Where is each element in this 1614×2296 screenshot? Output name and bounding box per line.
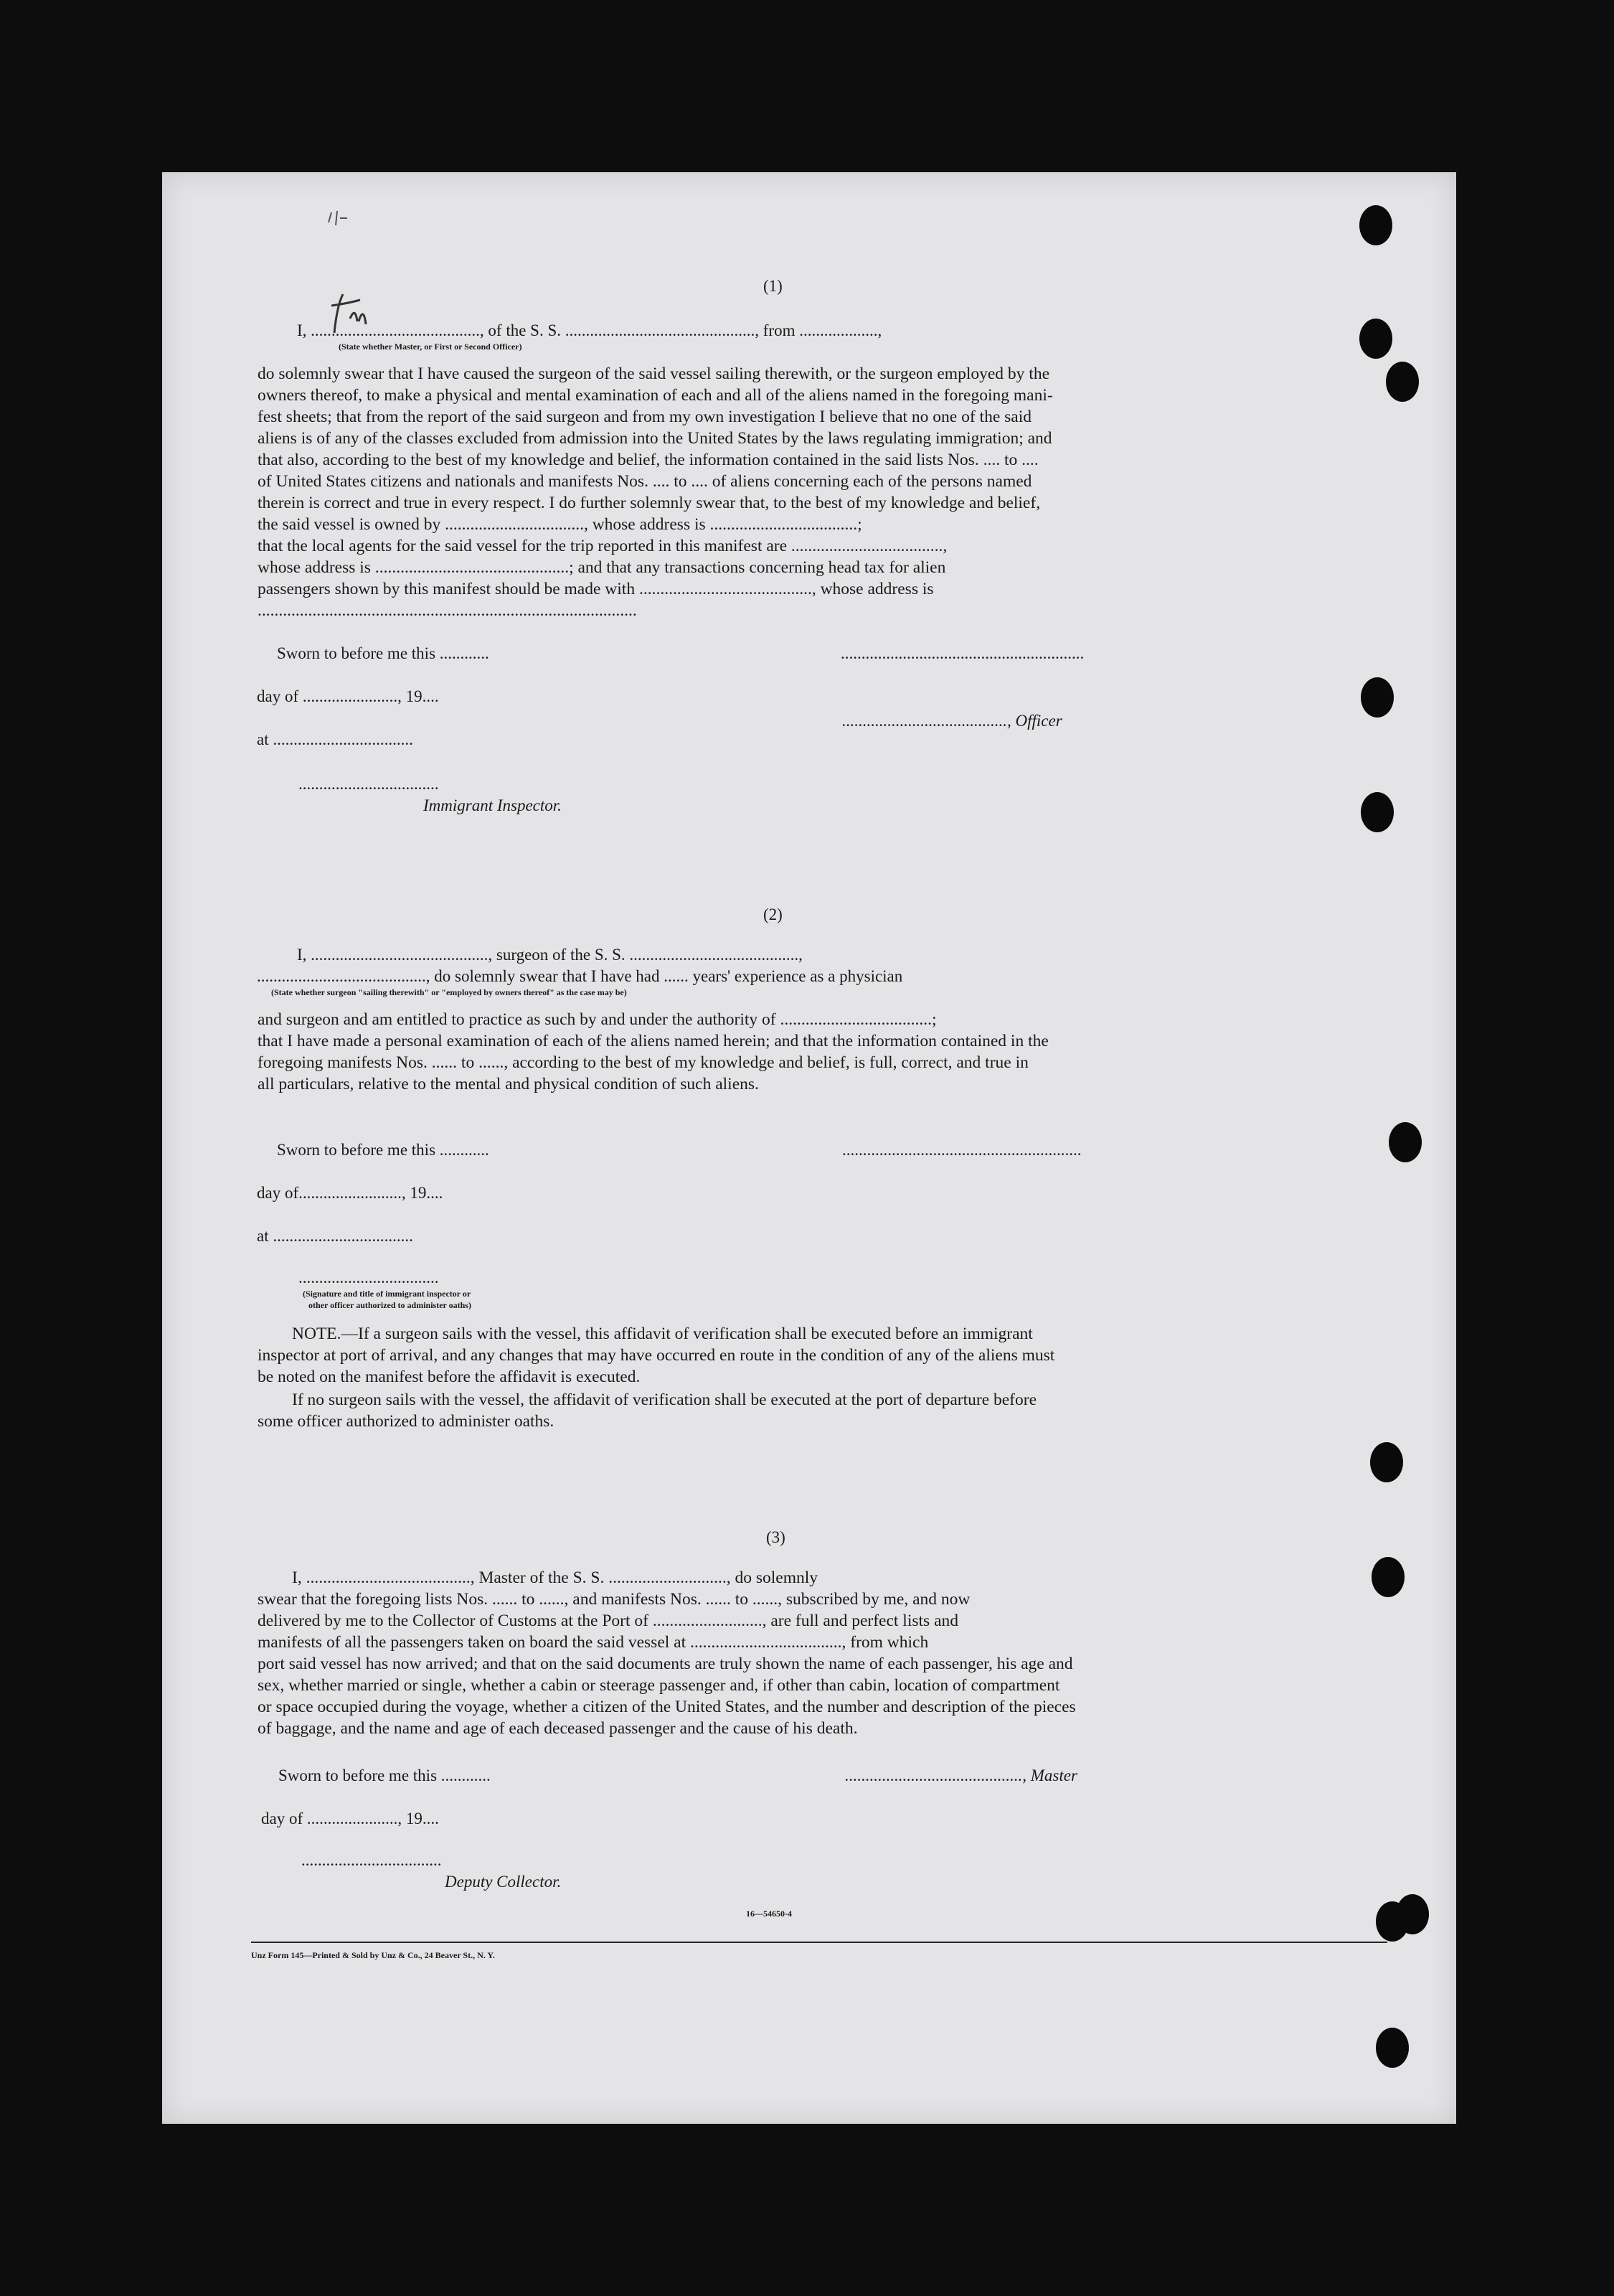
s1-officer: ........................................, Officer [842,712,1062,730]
para3-line: manifests of all the passengers taken on board the said vessel at ...................................., from which [258,1633,929,1652]
s3-day: day of ......................, 19.... [261,1810,439,1827]
punch-hole [1361,792,1394,832]
s3-master: ..........................................., Master [845,1766,1077,1784]
punch-hole [1386,362,1419,402]
imprint: Unz Form 145—Printed & Sold by Unz & Co., 24 Beaver St., N. Y. [251,1950,495,1960]
punch-hole [1370,1442,1403,1482]
corner-mark-icon [326,208,351,230]
section-2-number: (2) [763,905,783,923]
section-1-number: (1) [763,277,783,295]
note2-line: If no surgeon sails with the vessel, the affidavit of verification shall be executed at the port of departure before [292,1391,1037,1409]
para3-line: sex, whether married or single, whether a cabin or steerage passenger and, if other than cabin, location of compartment [258,1676,1060,1695]
para3-line: of baggage, and the name and age of each deceased passenger and the cause of his death. [258,1719,858,1738]
note-line: inspector at port of arrival, and any changes that may have occurred en route in the condition of any of the aliens must [258,1346,1055,1365]
s2-line2: ........................................., do solemnly swear that I have had ...... years' experience as a physician [257,967,903,985]
para1-line: that the local agents for the said vessel for the trip reported in this manifest are ...................................., [258,537,948,555]
para1-line: that also, according to the best of my knowledge and belief, the information contained in the said lists Nos. .... to .... [258,451,1039,469]
punch-hole [1359,319,1392,359]
note2-line: some officer authorized to administer oaths. [258,1412,554,1431]
section-1-paragraph [258,363,1355,621]
para1-line: therein is correct and true in every respect. I do further solemnly swear that, to the best of my knowledge and belief, [258,494,1041,512]
handwritten-mark-icon [329,290,372,340]
section-2-paragraph [258,1009,1355,1095]
s1-sig-dots: .................................. [298,775,439,793]
para2-line: and surgeon and am entitled to practice as such by and under the authority of ....................................; [258,1010,937,1029]
para3-line: I, ......................................., Master of the S. S. ............................, do solemnly [292,1568,818,1587]
para3-line: delivered by me to the Collector of Customs at the Port of .........................., are full and perfect lists and [258,1612,958,1630]
para3-line: port said vessel has now arrived; and that on the said documents are truly shown the name of each passenger, his age and [258,1655,1073,1673]
s2-sig-caption-2: other officer authorized to administer oaths) [308,1300,471,1310]
para1-line: fest sheets; that from the report of the said surgeon and from my own investigation I believe that no one of the said [258,408,1032,426]
form-number: 16—54650-4 [746,1909,792,1919]
s2-sig-dots: .................................. [298,1269,439,1286]
punch-hole [1372,1557,1405,1597]
punch-hole [1396,1894,1429,1934]
para1-line: aliens is of any of the classes excluded from admission into the United States by the laws regulating immigration; and [258,429,1052,448]
s3-sworn: Sworn to before me this ............ [278,1766,491,1784]
para3-line: or space occupied during the voyage, whether a citizen of the United States, and the number and description of the pieces [258,1698,1076,1716]
s2-line1: I, ..........................................., surgeon of the S. S. ........................................., [297,946,803,964]
footer-rule [251,1942,1387,1943]
s3-sig-dots: .................................. [301,1851,442,1869]
section-3-paragraph [258,1567,1355,1739]
s1-inspector: Immigrant Inspector. [423,796,562,814]
note-paragraph [258,1323,1355,1388]
para2-line: all particulars, relative to the mental and physical condition of such aliens. [258,1075,759,1093]
para1-line: owners thereof, to make a physical and mental examination of each and all of the aliens named in the foregoing mani- [258,386,1053,405]
s2-sig-caption-1: (Signature and title of immigrant inspector or [303,1289,471,1299]
s2-day: day of........................., 19.... [257,1184,443,1202]
para1-line: the said vessel is owned by ................................., whose address is ...................................; [258,515,862,534]
para3-line: swear that the foregoing lists Nos. ...... to ......, and manifests Nos. ...... to ......, subscribed by me, and now [258,1590,971,1609]
punch-hole [1359,205,1392,245]
para1-line: of United States citizens and nationals and manifests Nos. .... to .... of aliens concerning each of the persons named [258,472,1032,491]
note-line: NOTE.—If a surgeon sails with the vessel, this affidavit of verification shall be executed before an immigrant [292,1325,1033,1343]
s1-right-dots: ........................................................... [841,644,1085,662]
para1-line: do solemnly swear that I have caused the surgeon of the said vessel sailing therewith, or the surgeon employed by the [258,364,1050,383]
para1-line: whose address is ..............................................; and that any transactions concerning head tax for alien [258,558,946,577]
s1-at: at .................................. [257,730,413,748]
note-line: be noted on the manifest before the affidavit is executed. [258,1368,641,1386]
para2-line: foregoing manifests Nos. ...... to ......, according to the best of my knowledge and belief, is full, correct, and true in [258,1053,1029,1072]
s1-sworn: Sworn to before me this ............ [277,644,489,662]
para2-line: that I have made a personal examination of each of the aliens named herein; and that the information contained in the [258,1032,1049,1050]
s2-at: at .................................. [257,1227,413,1245]
note2-paragraph [258,1389,1355,1432]
s2-sworn: Sworn to before me this ............ [277,1141,489,1159]
s1-day: day of ......................., 19.... [257,687,439,705]
manifest-page [162,172,1456,2124]
para1-line: .......................................................................................... [258,601,637,620]
s2-right-dots: .......................................................... [842,1141,1082,1159]
s3-collector: Deputy Collector. [445,1873,562,1891]
punch-hole [1376,2028,1409,2068]
punch-hole [1361,677,1394,718]
section-1-first-line: I, ........................................., of the S. S. .............................................., from ..................., [297,321,882,339]
officer-caption: (State whether Master, or First or Second Officer) [339,342,522,352]
punch-hole [1389,1122,1422,1162]
surgeon-caption: (State whether surgeon "sailing therewith" or "employed by owners thereof" as the case may be) [271,987,627,997]
para1-line: passengers shown by this manifest should be made with ........................................., whose address is [258,580,934,598]
section-3-number: (3) [766,1528,785,1546]
